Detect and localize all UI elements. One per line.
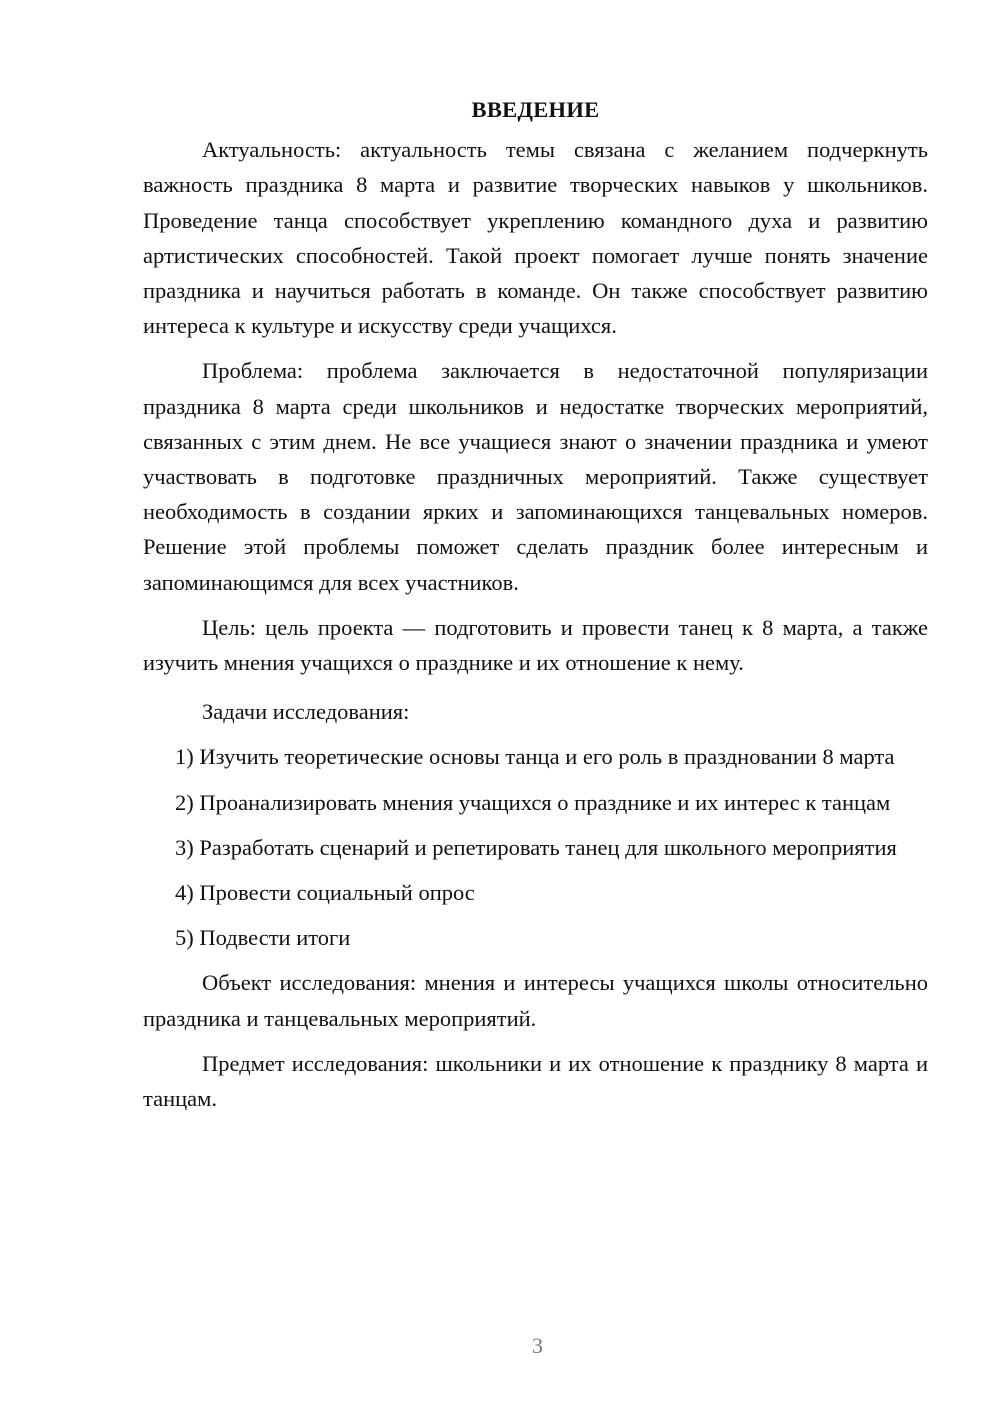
object-paragraph: Объект исследования: мнения и интересы учащихся школы относительно праздника и танцевальных мероприятий. — [143, 970, 928, 1031]
task-item: 3) Разработать сценарий и репетировать танец для школьного мероприятия — [175, 834, 897, 860]
subject-paragraph: Предмет исследования: школьники и их отношение к празднику 8 марта и танцам. — [143, 1050, 928, 1112]
goal-paragraph: Цель: цель проекта — подготовить и провести танец к 8 марта, а также изучить мнения учащихся о празднике и их отношение к нему. — [143, 614, 928, 676]
problem-paragraph: Проблема: проблема заключается в недостаточной популяризации праздника 8 марта среди школьников и недостатке творческих мероприятий, связанных с этим днем. Не все учащиеся знают о значении праздника и умеют участвовать в подготовке праздничных мероприятий. Также существует необходимость в создании ярких и запоминающихся танцевальных номеров. Решение этой проблемы поможет сделать праздник более интересным и запоминающимся для всех участников. — [143, 358, 928, 595]
page-number: 3 — [532, 1333, 543, 1358]
task-item: 4) Провести социальный опрос — [175, 880, 475, 906]
task-item: 5) Подвести итоги — [175, 925, 351, 951]
section-heading: ВВЕДЕНИЕ — [471, 97, 600, 122]
relevance-paragraph: Актуальность: актуальность темы связана с желанием подчеркнуть важность праздника 8 марта и развитие творческих навыков у школьников. Проведение танца способствует укреплению командного духа и развитию артистических способностей. Такой проект помогает лучше понять значение праздника и научиться работать в команде. Он также способствует развитию интереса к культуре и искусству среди учащихся. — [143, 137, 928, 339]
document-page — [143, 92, 928, 1126]
task-item: 1) Изучить теоретические основы танца и его роль в праздновании 8 марта — [175, 744, 895, 770]
task-item: 2) Проанализировать мнения учащихся о празднике и их интерес к танцам — [175, 789, 891, 815]
tasks-title: Задачи исследования: — [202, 699, 410, 725]
